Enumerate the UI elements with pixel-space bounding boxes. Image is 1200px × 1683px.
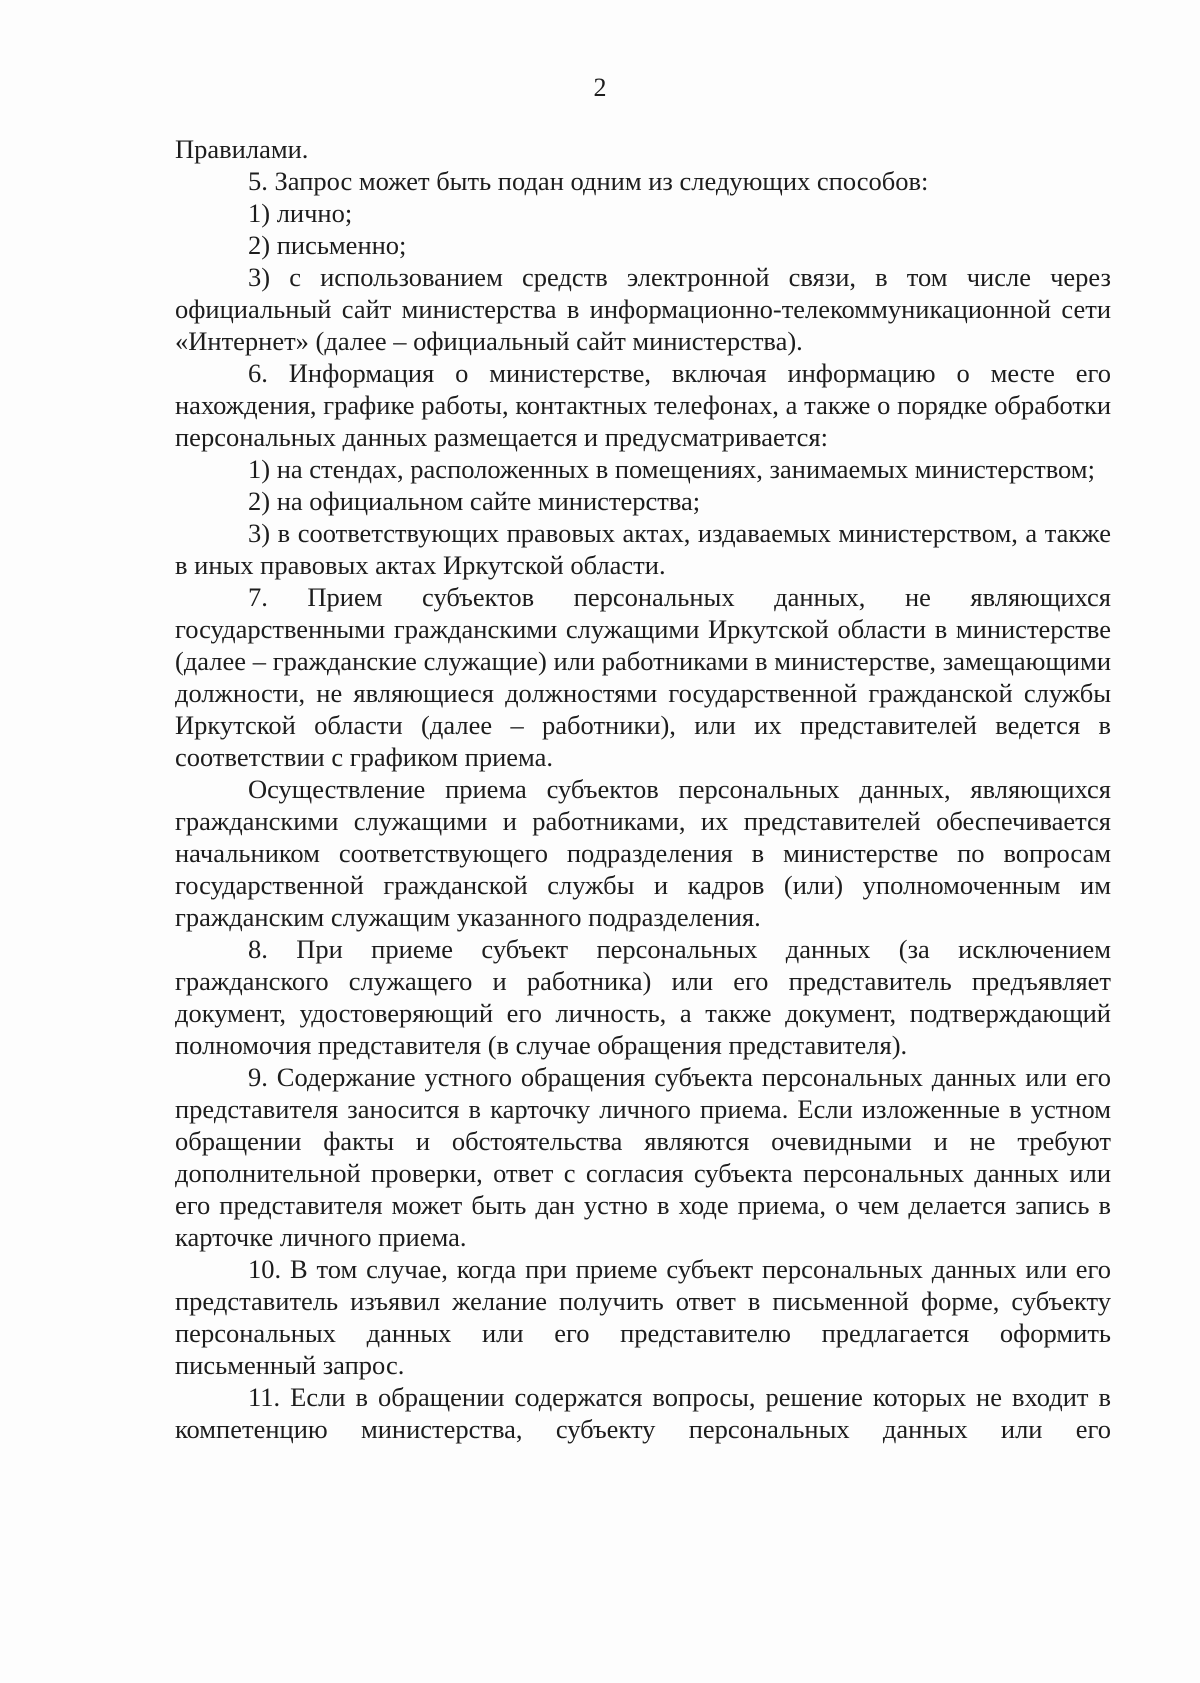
list-item-6-2: 2) на официальном сайте министерства; bbox=[248, 486, 701, 516]
paragraph-7: 7. Прием субъектов персональных данных, не являющихся государственными гражданскими служащими Иркутской области в министерстве (далее – гражданские служащие) или работниками в министерстве, замещающими должности, не являющиеся должностями государственной гражданской службы Иркутской области (далее – работники), или их представителей ведется в соответствии с графиком приема. bbox=[175, 582, 1111, 772]
paragraph-11: 11. Если в обращении содержатся вопросы, решение которых не входит в компетенцию министерства, субъекту персональных данных или его bbox=[175, 1382, 1111, 1444]
list-item-5-3: 3) с использованием средств электронной связи, в том числе через официальный сайт министерства в информационно-телекоммуникационной сети «Интернет» (далее – официальный сайт министерства). bbox=[175, 262, 1111, 356]
paragraph-6: 6. Информация о министерстве, включая информацию о месте его нахождения, графике работы, контактных телефонах, а также о порядке обработки персональных данных размещается и предусматривается: bbox=[175, 358, 1111, 452]
paragraph-5: 5. Запрос может быть подан одним из следующих способов: bbox=[248, 166, 929, 196]
list-item-6-1: 1) на стендах, расположенных в помещениях, занимаемых министерством; bbox=[248, 454, 1095, 484]
document-body bbox=[175, 133, 1111, 1445]
paragraph-7-continued: Осуществление приема субъектов персональных данных, являющихся гражданскими служащими и работниками, их представителей обеспечивается начальником соответствующего подразделения в министерстве по вопросам государственной гражданской службы и кадров (или) уполномоченным им гражданским служащим указанного подразделения. bbox=[175, 774, 1111, 932]
paragraph-8: 8. При приеме субъект персональных данных (за исключением гражданского служащего и работника) или его представитель предъявляет документ, удостоверяющий его личность, а также документ, подтверждающий полномочия представителя (в случае обращения представителя). bbox=[175, 934, 1111, 1060]
list-item-5-1: 1) лично; bbox=[248, 198, 353, 228]
paragraph-continuation: Правилами. bbox=[175, 134, 309, 164]
list-item-6-3: 3) в соответствующих правовых актах, издаваемых министерством, а также в иных правовых актах Иркутской области. bbox=[175, 518, 1111, 580]
page-number: 2 bbox=[593, 73, 607, 102]
paragraph-10: 10. В том случае, когда при приеме субъект персональных данных или его представитель изъявил желание получить ответ в письменной форме, субъекту персональных данных или его представителю предлагается оформить письменный запрос. bbox=[175, 1254, 1111, 1380]
paragraph-9: 9. Содержание устного обращения субъекта персональных данных или его представителя заносится в карточку личного приема. Если изложенные в устном обращении факты и обстоятельства являются очевидными и не требуют дополнительной проверки, ответ с согласия субъекта персональных данных или его представителя может быть дан устно в ходе приема, о чем делается запись в карточке личного приема. bbox=[175, 1062, 1111, 1252]
list-item-5-2: 2) письменно; bbox=[248, 230, 407, 260]
